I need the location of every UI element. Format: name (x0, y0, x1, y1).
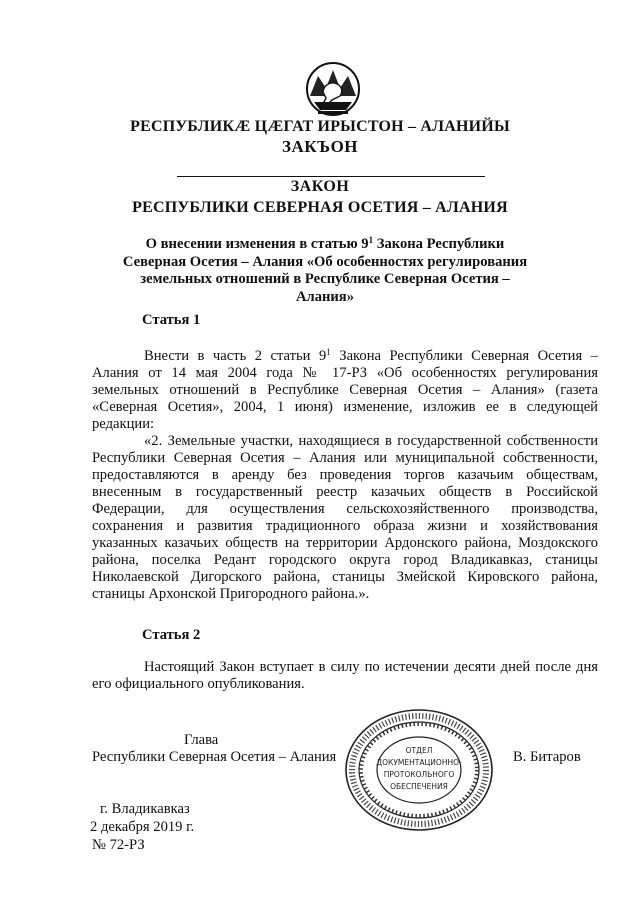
header-ossetian-republic: РЕСПУБЛИКÆ ЦÆГАТ ИРЫСТОН – АЛАНИЙЫ (130, 118, 510, 135)
header-divider (177, 176, 485, 177)
seal-text-line2: ДОКУМЕНТАЦИОННО- (376, 758, 462, 767)
article1-body (92, 348, 598, 603)
article1-paragraph1 (92, 348, 598, 433)
coat-of-arms-icon (296, 62, 370, 122)
law-subject-sup: 1 (368, 235, 374, 245)
signature-name: В. Битаров (513, 749, 581, 765)
article2-title: Статья 2 (142, 627, 201, 643)
article2-paragraph1: Настоящий Закон вступает в силу по истечении десяти дней после дня его официального опубликования. (92, 659, 598, 692)
article1-title: Статья 1 (142, 312, 201, 328)
law-subject-part2: Закона Республики Северная Осетия – Алания «Об особенностях регулирования земельных отношений в Республике Северная Осетия – Алания» (122, 236, 528, 305)
footer-date: 2 декабря 2019 г. (90, 819, 195, 835)
article1-paragraph2: «2. Земельные участки, находящиеся в государственной собственности Республики Северная Осетия – Алания или муниципальной собственности, предоставляются в аренду без проведения торгов казачьим обществам, внесенным в государственный реестр казачьих обществ в Российской Федерации, для осуществления сельскохозяйственного производства, сохранения и развития традиционного образа жизни и хозяйствования указанных казачьих обществ на территории Ардонского района, Моздокского района, поселка Редант городского округа город Владикавказ, станицы Николаевской Дигорского района, станицы Змейской Кировского района, станицы Архонской Пригородного района.». (92, 433, 598, 602)
seal-text-line4: ОБЕСПЕЧЕНИЯ (390, 782, 448, 791)
seal-text-line3: ПРОТОКОЛЬНОГО (383, 770, 455, 779)
article1-p1-text-a: Внести в часть 2 статьи 9 (144, 348, 327, 364)
header-republic: РЕСПУБЛИКИ СЕВЕРНАЯ ОСЕТИЯ – АЛАНИЯ (132, 199, 508, 216)
header-ossetian-law: ЗАКЪОН (281, 137, 359, 156)
seal-text-line1: ОТДЕЛ (405, 746, 433, 755)
law-subject (118, 236, 532, 306)
article1-p1-text-b: Закона Республики Северная Осетия – Алания от 14 мая 2004 года № 17-РЗ «Об особенностях регулирования земельных отношений в Республике Северная Осетия – Алания» (газета «Северная Осетия», 2004, 1 июня) изменение, изложив ее в следующей редакции: (92, 348, 598, 432)
footer-city: г. Владикавказ (100, 801, 190, 817)
signature-title-line2: Республики Северная Осетия – Алания (92, 749, 337, 765)
footer-number: № 72-РЗ (92, 837, 145, 853)
article2-body (92, 659, 598, 693)
header-law: ЗАКОН (290, 178, 350, 195)
article1-p1-sup: 1 (326, 347, 331, 357)
law-subject-part1: О внесении изменения в статью 9 (145, 236, 369, 252)
signature-title-line1: Глава (184, 732, 219, 748)
round-seal-icon (343, 707, 495, 833)
